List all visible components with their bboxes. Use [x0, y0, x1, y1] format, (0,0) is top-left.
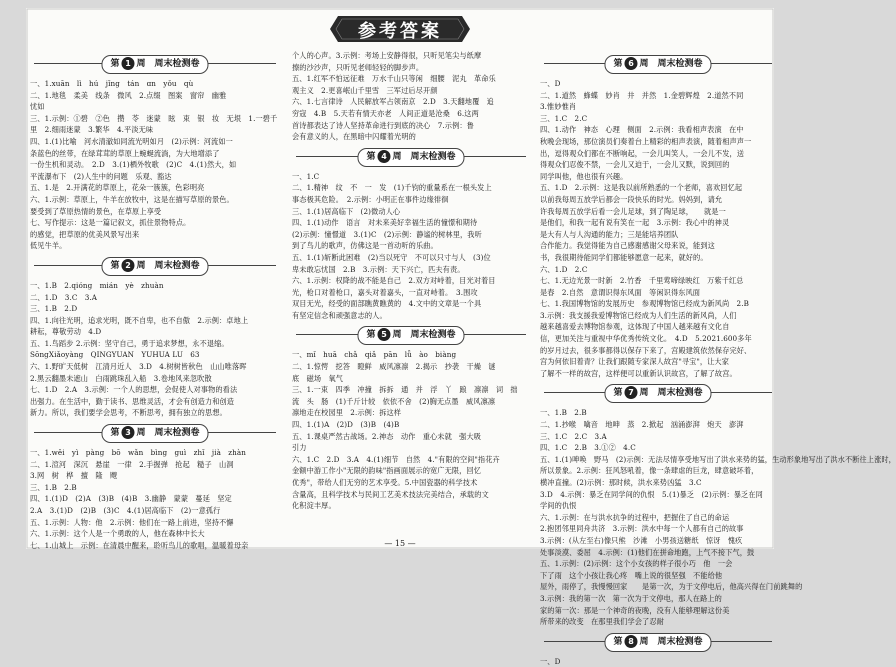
answer-line: 屋外，雨停了，我慢慢回家 是第一次，为于文停电后，他高兴得在门前跳舞的 — [540, 582, 803, 592]
answer-line: 许我每周五放学后看一会儿足球，到了陶足球， 就是一 — [540, 206, 726, 216]
answer-line: 四、1.动作 神态 心理 侧面 2.示例：我看相声表演 在中 — [540, 125, 744, 135]
answer-line: 学间的仇恨 — [540, 501, 577, 511]
week-number-badge: 8 — [625, 635, 638, 648]
answer-line: 五、1.D 2.示例：这是我以前所熟悉的一个老师，喜欢回忆起 — [540, 183, 743, 193]
answer-line: 3.惟妙惟肖 — [540, 102, 577, 112]
answer-line: 三、1.示例：①碧 ②色 攒 苓 迷蒙 眩 束 银 妆 无垠 1.一碧千 — [30, 113, 278, 123]
answer-line: 一、mǐ huā chǎ qiǎ pān lǚ ào biàng — [292, 350, 457, 360]
answer-line: 2.抱团邻里同舟共济 3.示例：洪水中每一个人都有自己的故事 — [540, 524, 744, 534]
answer-line: 五、1.(1)呻唤 野马 (2)示例：无法尽情享受地写出了洪水来势的猛，生动形象地写出了洪水不断往上涨时， — [540, 454, 896, 464]
answer-line: 光，枪口对着枪口，嘉头对着嘉头，一直对峙着。 3.围攻 — [292, 287, 478, 297]
answer-line: 得观众们忍俊不禁，一会儿又迫于，一会儿又默，说到回的 — [540, 160, 730, 170]
answer-line: 底 磁场 氧气 — [292, 373, 344, 383]
answer-line: 六、1.示例：草原上，牛羊在放牧中，这是在描写草原的景色。 — [30, 194, 234, 204]
answer-line: 处事淡漠、委屈 4.示例：(1)他们在拼命地跑，上气不接下气，鼓 — [540, 547, 755, 557]
answer-line: 七、1.无边光景一时新 2.竹香 千里莺啼绿映红 万紫千红总 — [540, 276, 744, 286]
answer-line: 四、1.(1)A (2)D (3)B (4)B — [292, 420, 400, 430]
week-number-badge: 2 — [122, 259, 135, 272]
week-7-header: 第 7 周 周末检测卷 — [540, 383, 776, 403]
answer-line: 七、1.山城上 示例：在清晨中醒来，聆听鸟儿的歌唱，温暖着母亲 — [30, 540, 249, 550]
answer-line: 的岁月过去，很多事都得以保存下来了，宫殿建筑依然保存完好、 — [540, 345, 752, 355]
page-number: — 15 — — [384, 539, 416, 548]
week-3-answers-continued — [292, 50, 530, 143]
answer-line: 六、1.示例：这个人是一个勇敢的人，他在森林中长大 — [30, 529, 205, 539]
answer-line: 信，更加关注与重视中华优秀传统文化。 4.D 5.2021.600多年 — [540, 334, 752, 344]
answer-line: 四、1.(1)D (2)A (3)B (4)B 3.幽静 蒙蒙 蔓延 坚定 — [30, 494, 232, 504]
answer-line: 二、1.渲河 深沉 悬崖 一律 2.手握弹 抢起 糙子 山洞 — [30, 459, 234, 469]
answer-line: 七、1.我国博物馆的发展历史 参观博物馆已经成为新风尚 2.B — [540, 299, 749, 309]
answer-line: 擦的沙沙声，只听见老师轻轻的脚步声。 — [292, 62, 424, 72]
answer-line: 出强力。在生活中，勤于读书、思维灵活，才会有创造力和创造 — [30, 396, 235, 406]
answer-line: 六、1.示例：在与洪水抗争的过程中，把握住了自己的命运 — [540, 512, 730, 522]
answer-line: 2.A 3.(1)D (2)B (3)C 4.(1)居高临下 (2)一意孤行 — [30, 506, 221, 515]
week-number-badge: 5 — [378, 328, 391, 341]
week-7-answers — [540, 407, 896, 627]
answer-line: 四、1.C 2.B 3.①② 4.C — [540, 443, 636, 453]
answer-line: 凛地走在校园里 2.示例：拆这样 — [292, 408, 409, 418]
answer-line: 出，逗得观众们都在不断响起，一会儿叫笑人，一会儿不发，送 — [540, 148, 745, 158]
answer-line: 三、1.(1)居高临下 (2)微动人心 — [292, 206, 401, 216]
answer-line: 新力。所以，我们要学会思考，不断思考，拥有独立的思想。 — [30, 408, 227, 418]
answer-line: 越来越喜爱去博物馆参观，这体现了中国人越来越有文化自 — [540, 322, 730, 332]
answer-line: 同学叫他，他也很有兴趣。 — [540, 171, 628, 181]
answer-line: 宫为何依旧着青？让我们跟随专家深人故宫"寻宝"，让大家 — [540, 357, 730, 367]
answer-line: 一、1.B 2.B — [540, 408, 587, 418]
answer-line: 是他们，和我一起有说有笑在一起 3.示例：我心中的神灵 — [540, 218, 730, 228]
column-right — [540, 50, 896, 667]
answer-line: 的感觉，把草原的优美风景写出来 — [30, 229, 140, 239]
answer-line: 穷寇 4.B 5.天若有情天亦老 人间正道是沧桑 6.这两 — [292, 108, 479, 118]
answer-line: 秋晚会现场，那位演员们奏着台上精彩的相声表演，随着相声声一 — [540, 136, 752, 146]
answer-line: 三、1.一束 四季 冲撞 拆拆 通 并 浮 丫 踉 凛凛 词 拙 — [292, 385, 518, 395]
week-2-header: 第 2 周 周末检测卷 — [30, 256, 280, 276]
answer-line: 三、1.B 2.D — [30, 304, 78, 314]
answer-line: 一、1.C — [292, 171, 320, 181]
answer-line: 一、1.B 2.qióng mián yè zhuàn — [30, 280, 164, 290]
answer-line: 横冲直撞。(2)示例：那时候，洪水来势凶猛 3.C — [540, 478, 702, 487]
answer-line: 首诗都表达了诗人坚持革命进行到底的决心 7.示例：鲁 — [292, 120, 474, 130]
week-8-header: 第 8 周 周末检测卷 — [540, 632, 776, 652]
answer-line: 3.D 4.示例：暴乏在同学间的仇恨 5.(1)暴乏 (2)示例：暴乏在同 — [540, 489, 763, 499]
answer-line: 了解不一样的故宫，这样便可以重新认识故宫，了解了故宫。 — [540, 368, 737, 378]
answer-line: 二、1.道然 蜂蝶 妙肖 井 并然 1.金碧辉煌 2.道然不同 — [540, 90, 744, 100]
answer-line: 要受到了草原热情的景色，在草原上享受 — [30, 206, 162, 216]
answer-line: 3.示例：我的第一次 第一次为于文停电，那人在路上的 — [540, 593, 722, 603]
answer-line: 是春 2.自然 意谓识得东风面 等闲识得东风面 — [540, 287, 701, 297]
answer-line: 一、1.xuān lì hú jǐng tán ɑn yǒu qù — [30, 79, 194, 88]
answer-line: 3.网 树 桦 擅 隆 飕 — [30, 471, 118, 481]
answer-line: 五、1.课桌严然古战场。2.神态 动作 重心未就 强大吸 — [292, 431, 482, 441]
answer-line: 所带来的改变 在那里我们学会了忍耐 — [540, 617, 664, 627]
answer-line: 双目无光，经受的面部瞧黄瞧黄的 4.文中的文章是一个具 — [292, 299, 482, 309]
answer-line: 二、1.抄喉 噙音 地呻 蒸 2.掀起 汹涌澎湃 炮天 澎湃 — [540, 420, 744, 430]
week-3-answers — [30, 447, 280, 551]
column-middle — [292, 50, 530, 512]
answer-line: 一份生机和灵动。 2.D 3.(1)栖外牧歌 (2)C 4.(1)然大，如 — [30, 160, 237, 170]
answer-line: 一、D — [540, 656, 561, 666]
answer-line: 卑未敢忘忧国 2.B 3.示例：天下兴亡，匹夫有责。 — [292, 264, 465, 274]
week-6-answers — [540, 78, 776, 379]
answer-line: SōngXiǎoyàng QINGYUAN YUHUA LU 63 — [30, 350, 200, 360]
answer-line: 二、1.惊愕 挖答 瞪鲜 威风凛凛 2.揭示 抄袭 干燥 谜 — [292, 362, 496, 372]
answer-line: 里 2.细雨迷蒙 3.繁华 4.平淡无味 — [30, 125, 154, 135]
answer-line: 忧如 — [30, 102, 45, 112]
answer-line: 事态极其危险。 2.示例：小明正在事件边缘徘徊 — [292, 194, 449, 204]
week-8-answers — [540, 656, 776, 667]
week-3-header: 第 3 周 周末检测卷 — [30, 423, 280, 443]
answer-line: 七、1.D 2.A 3.示例：一个人的思想，会促使人对事物的看法 — [30, 385, 238, 395]
answer-line: 二、1.地毯 柔美 线条 微风 2.点缀 图案 窗帘 幽雅 — [30, 90, 227, 100]
week-6-header: 第 6 周 周末检测卷 — [540, 54, 776, 74]
answer-line: 2.黑云翻墨未遮山 白雨跳珠乱入船 3.卷地风来忽吹散 — [30, 373, 212, 383]
answer-line: 三、1.C 2.C 3.A — [540, 431, 607, 441]
week-1-answers — [30, 78, 280, 252]
week-number-badge: 1 — [122, 57, 135, 70]
answer-line: 二、1.精神 纹 不 一 发 (1)千钧的重量系在一根头发上 — [292, 183, 492, 193]
answer-line: 二、1.D 3.C 3.A — [30, 292, 98, 302]
answer-line: 五、1.示例：人物：他 2.示例：他们在一路上前进，坚持不懈 — [30, 517, 234, 527]
answer-line: 流 头 肠 (1)千斤计较 依依不舍 (2)胸无点墨 威风凛凛 — [292, 396, 496, 406]
answer-line: 3.示例：(从左至右)像只熊 沙滩 小男孩送糖纸 惊讶 愧疚 — [540, 535, 743, 545]
answer-line: 下了雨 这个小孩让我心疼 嘴上说的很坚强 不能给他 — [540, 570, 723, 580]
answer-line: 低见牛羊。 — [30, 241, 67, 251]
answer-line: 三、1.C 2.C — [540, 113, 588, 123]
answer-line: 六、1.野旷天低树 江清月近人 3.D 4.树树皆秋色 山山唯落晖 — [30, 362, 247, 372]
answer-line: 是大有人与人沟通的能力；三是能培养团队 — [540, 229, 679, 239]
answer-line: 含量高，且科学技术与民间工艺美术技法完美结合，承载的文 — [292, 489, 489, 499]
answer-line: 个人的心声。3.示例：考场上安静得很，只听见笔尖与纸摩 — [292, 51, 482, 60]
week-4-answers — [292, 171, 530, 322]
answer-line: 六、1.七言律诗 人民解放军占领南京 2.D 3.天翻地覆 追 — [292, 97, 494, 107]
answer-line: 耕耘，尊敬劳动 4.D — [30, 327, 102, 337]
answer-line: 四、1.(1)比喻 河水清澈如同流光明如月 (2)示例：河流如一 — [30, 136, 233, 146]
answer-line: 平流瀑布下 (2)人生中的问题 乐观、豁达 — [30, 171, 172, 181]
answer-line: 会有意义的人，在黑暗中闪耀着光明的 — [292, 132, 416, 142]
answer-line: 四、1.向往光明，追求光明，既不自卑，也不自傲 2.示例：卓地上 — [30, 315, 249, 325]
answer-line: 一、1.wěi yì pàng bō wǎn bìng guì zhǐ jià zhàn — [30, 448, 247, 458]
week-4-header: 第 4 周 周末检测卷 — [292, 147, 530, 167]
answer-line: 家的第一次：那是一个神奇的夜晚，没有人能够理解这份美 — [540, 605, 730, 615]
answer-line: 条蓝色的丝带，在绿茸茸的草原上蜿蜒流淌，为大地增添了 — [30, 148, 220, 158]
week-2-answers — [30, 280, 280, 419]
answer-line: 有坚定信念和顽强意志的人。 — [292, 310, 387, 320]
answer-line: 优秀"，带给人们无穷的艺术享受。5.中国瓷器的科学技术 — [292, 478, 478, 487]
answer-line: 五、1.示例：(2)示例：这个小女孩的样子很小巧 他 一会 — [540, 559, 733, 569]
answer-line: 五、1.(1)斩断此困难 (2)当以死守 不可以只寸与人 (3)位 — [292, 252, 491, 262]
week-1-header: 第 1 周 周末检测卷 — [30, 54, 280, 74]
column-left — [30, 50, 280, 551]
answer-line: 七、写作提示：这是一篇记叙文，抓住景物特点。 — [30, 218, 191, 228]
answer-line: 3.示例：我支援我爱博物馆已经成为人们生活的新风尚，人们 — [540, 310, 737, 320]
answer-line: 四、1.(1)动作 语言 对未来美好幸福生活的憧憬和期待 — [292, 218, 478, 228]
answer-line: 三、1.B 2.B — [30, 482, 77, 492]
answer-line: 五、1.是 2.开满花的草原上，花朵一簇簇，色彩明亮 — [30, 183, 205, 193]
week-number-badge: 3 — [122, 426, 135, 439]
answer-line: 金额中游工作小"无限的韵味"指画面展示的宽广无限，回忆 — [292, 466, 482, 476]
week-5-answers — [292, 349, 530, 511]
answer-line: 到了鸟儿的歌声，仿佛这是一首动听的乐曲。 — [292, 241, 438, 251]
answer-line: 引力 — [292, 443, 307, 453]
answer-line: 六、1.C 2.D 3.A 4.(1)细节 自然 4."有限的空间"指花卉 — [292, 454, 500, 464]
answer-line: 五、1.红军不怕远征难 万水千山只等闲 细腰 泥丸 革命乐 — [292, 74, 496, 84]
answer-line: 一、D — [540, 79, 561, 88]
answer-line: 合作能力。我觉得能为自己感谢感谢父母来说，能到这 — [540, 241, 715, 251]
week-5-header: 第 5 周 周末检测卷 — [292, 325, 530, 345]
week-number-badge: 7 — [625, 386, 638, 399]
page-title: 参考答案 — [358, 21, 442, 42]
week-number-badge: 6 — [625, 57, 638, 70]
answer-line: (2)示例：憧憬道 3.(1)C (2)示例：静谧的树林里，我听 — [292, 229, 482, 239]
answer-line: 化积淀丰厚。 — [292, 501, 336, 511]
answer-line: 六、1.示例：权降的战不能是自己 2.双方对峙着，目光对着目 — [292, 276, 496, 286]
week-number-badge: 4 — [378, 150, 391, 163]
answer-line: 六、1.D 2.C — [540, 264, 588, 274]
answer-line: 所以景象。2.示例：狂风怒吼着，像一条肆虐的巨龙，肆意破坏着， — [540, 466, 759, 476]
answer-line: 观主义 2.更喜岷山千里雪 三军过后尽开颜 — [292, 85, 438, 95]
answer-line: 书，我很期待能同学们都能够愿意一起来，就好的。 — [540, 252, 708, 262]
answer-line: 五、1.鸟蹈步 2.示例：坚守自己，勇于追求梦想，永不退缩。 — [30, 338, 229, 348]
answer-line: 以前我每周五放学后都会一段快乐的时光。妈妈到，请允 — [540, 194, 723, 204]
